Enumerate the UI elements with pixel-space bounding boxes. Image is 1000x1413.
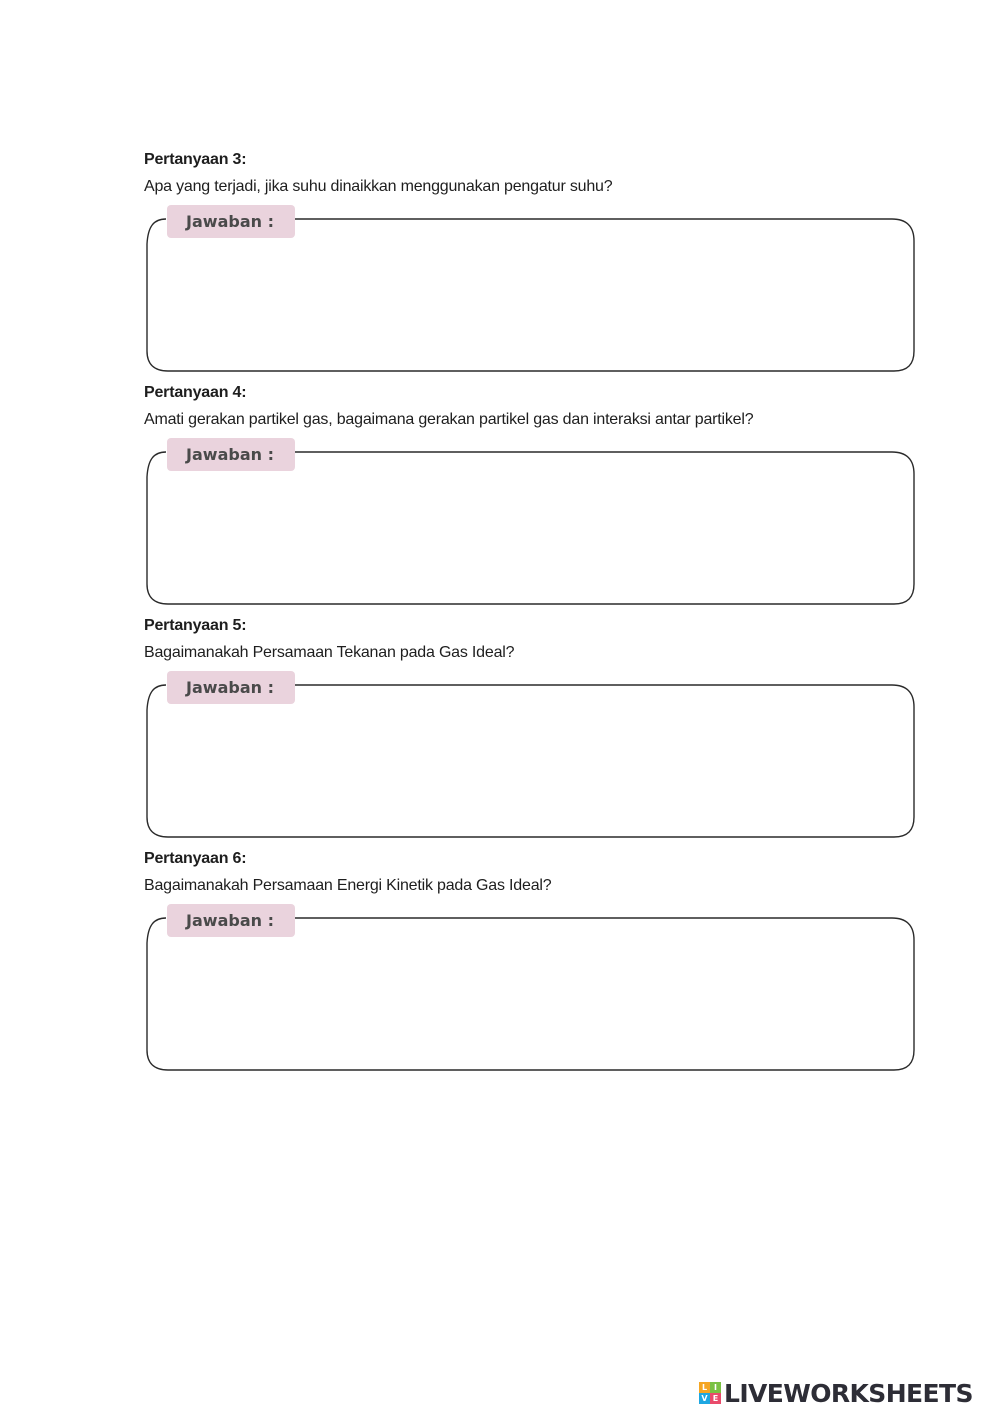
answer-label: Jawaban : (167, 438, 295, 471)
question-label: Pertanyaan 4: (144, 384, 247, 401)
question-text: Bagaimanakah Persamaan Energi Kinetik pada Gas Ideal? (144, 877, 552, 894)
question-text: Amati gerakan partikel gas, bagaimana gerakan partikel gas dan interaksi antar partikel? (144, 411, 754, 428)
answer-box (146, 678, 914, 837)
brand-text: LIVEWORKSHEETS (724, 1378, 973, 1408)
logo-letter: V (699, 1393, 710, 1404)
liveworksheets-brand[interactable] (699, 1380, 973, 1406)
question-label: Pertanyaan 6: (144, 850, 247, 867)
logo-letter: L (699, 1382, 710, 1393)
question-text: Apa yang terjadi, jika suhu dinaikkan menggunakan pengatur suhu? (144, 178, 613, 195)
answer-input[interactable] (164, 714, 898, 828)
answer-box (146, 445, 914, 604)
logo-letter: E (710, 1393, 721, 1404)
logo-letter: I (710, 1382, 721, 1393)
answer-input[interactable] (164, 947, 898, 1061)
question-label: Pertanyaan 5: (144, 617, 247, 634)
answer-box (146, 911, 914, 1070)
question-label: Pertanyaan 3: (144, 151, 247, 168)
liveworksheets-logo-icon (699, 1382, 721, 1404)
question-text: Bagaimanakah Persamaan Tekanan pada Gas Ideal? (144, 644, 515, 661)
answer-label: Jawaban : (167, 671, 295, 704)
answer-label: Jawaban : (167, 904, 295, 937)
answer-input[interactable] (164, 481, 898, 595)
answer-label: Jawaban : (167, 205, 295, 238)
answer-box (146, 212, 914, 371)
answer-input[interactable] (164, 248, 898, 362)
